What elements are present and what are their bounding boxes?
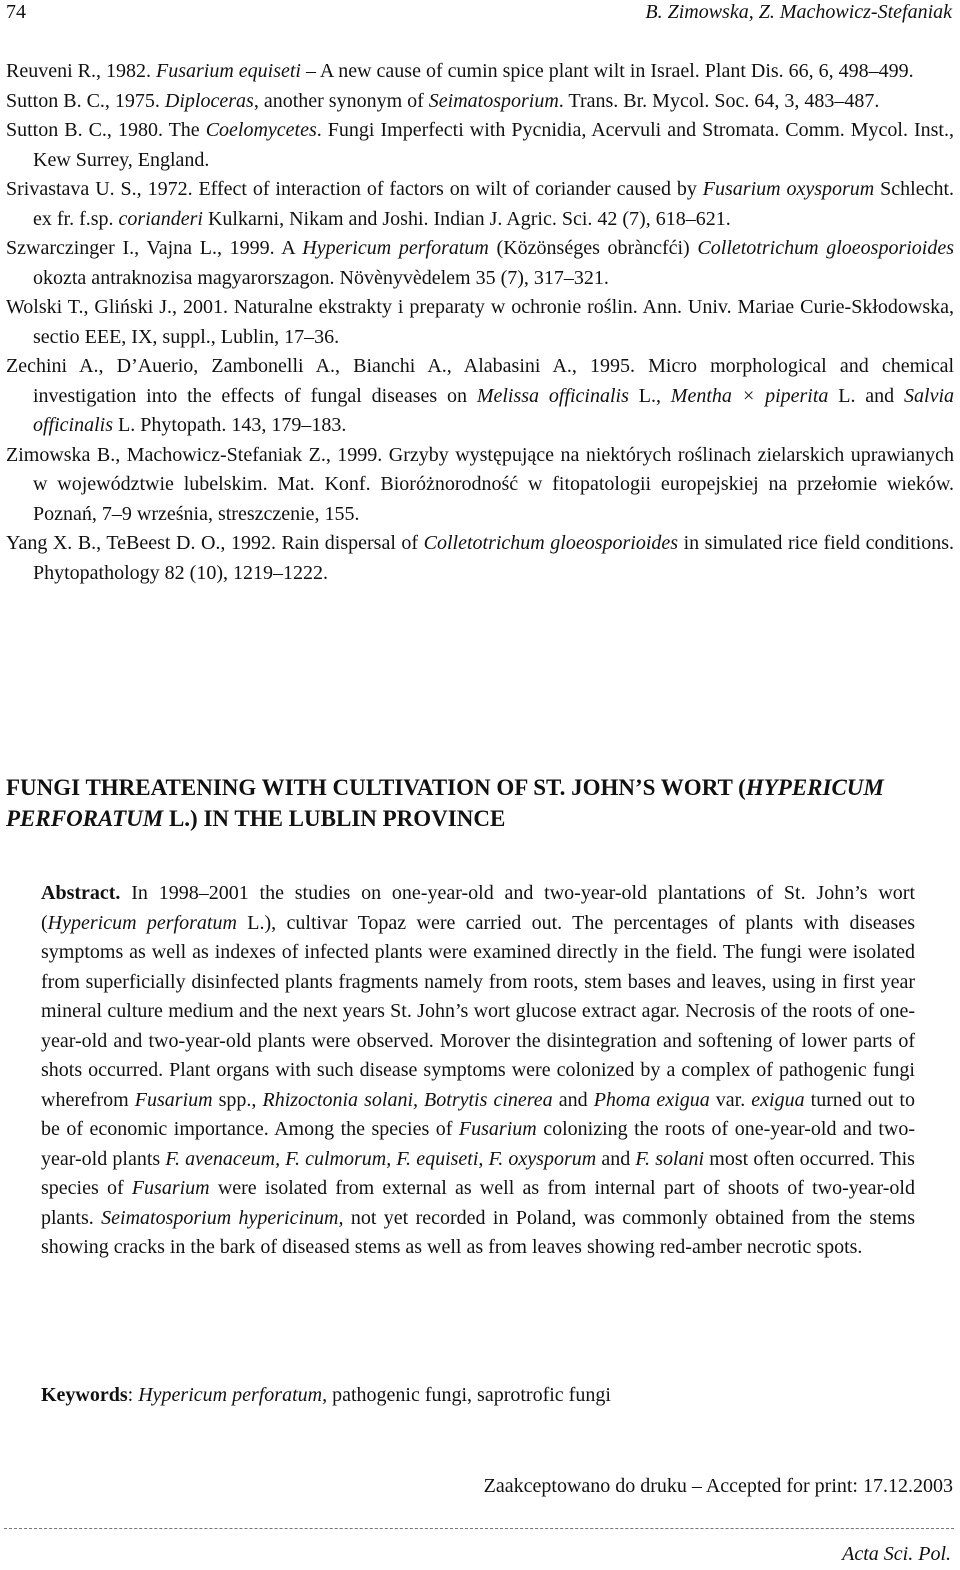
reference-text: Schlecht. ex fr. f.sp. xyxy=(33,178,954,230)
reference-italic: Fusarium oxysporum xyxy=(702,178,875,200)
title-italic: HYPERICUM PERFORATUM xyxy=(6,775,884,831)
abstract-label: Abstract. xyxy=(41,882,121,904)
reference-item xyxy=(6,87,954,117)
reference-italic: Melissa officinalis xyxy=(476,384,629,407)
abstract-text: colonizing the roots of one-year-old and two-year-old plants xyxy=(41,1118,915,1170)
abstract-text: turned out to be of economic importance. Among the species of xyxy=(41,1088,915,1140)
abstract-text: In 1998–2001 the studies on one-year-old and two-year-old plantations of St. John’s wort ( xyxy=(41,882,915,934)
reference-item xyxy=(6,293,954,352)
page-number: 74 xyxy=(6,1,26,23)
keywords-italic: Hypericum perforatum, xyxy=(138,1384,328,1406)
abstract-text: not yet recorded in Poland, was commonly obtained from the stems showing cracks in the bark of diseased stems as well as from leaves showing red-amber necrotic spots. xyxy=(41,1206,915,1258)
reference-item xyxy=(6,57,954,87)
reference-text: Szwarczinger I., Vajna L., 1999. A xyxy=(6,237,303,259)
keywords-label: Keywords xyxy=(41,1384,128,1406)
reference-italic: Salvia officinalis xyxy=(33,384,955,436)
abstract-italic: F. avenaceum, F. culmorum, F. equiseti, F. oxysporum xyxy=(165,1147,597,1170)
abstract-text: var. xyxy=(709,1088,752,1111)
reference-italic: Fusarium equiseti xyxy=(156,60,301,82)
abstract-italic: Rhizoctonia solani, Botrytis cinerea xyxy=(262,1088,553,1111)
page-header xyxy=(6,0,952,28)
reference-text: L. and xyxy=(828,384,905,407)
reference-item xyxy=(6,441,954,530)
reference-list xyxy=(6,57,954,588)
abstract-italic: F. solani xyxy=(635,1147,705,1170)
reference-italic: corianderi xyxy=(118,207,203,230)
reference-italic: Coelomycetes xyxy=(205,119,317,141)
abstract-italic: Fusarium xyxy=(458,1118,537,1140)
reference-text: Sutton B. C., 1980. The xyxy=(6,119,206,141)
reference-italic: Colletotrichum gloeosporioides xyxy=(423,532,679,554)
reference-text: , another synonym of xyxy=(253,89,429,112)
abstract-text: most often occurred. This species of xyxy=(41,1147,915,1199)
reference-text: L. Phytopath. 143, 179–183. xyxy=(113,414,347,436)
reference-text: Sutton B. C., 1975. xyxy=(6,89,165,112)
reference-text: Kulkarni, Nikam and Joshi. Indian J. Agric. Sci. 42 (7), 618–621. xyxy=(202,207,731,230)
reference-italic: Mentha × piperita xyxy=(670,384,829,407)
keywords-separator: : xyxy=(127,1384,139,1406)
reference-text: Reuveni R., 1982. xyxy=(6,60,156,82)
reference-text: . Fungi Imperfecti with Pycnidia, Acervuli and Stromata. Comm. Mycol. Inst., Kew Surrey, England. xyxy=(33,119,954,171)
abstract-italic: Fusarium xyxy=(134,1088,213,1111)
reference-italic: Colletotrichum gloeosporioides xyxy=(697,237,954,259)
reference-text: Zechini A., D’Auerio, Zambonelli A., Bianchi A., Alabasini A., 1995. Micro morphological and chemical investigation into the effects of fungal diseases on xyxy=(6,355,954,407)
reference-item xyxy=(6,529,954,588)
footer-divider xyxy=(4,1528,954,1529)
reference-italic: Hypericum perforatum xyxy=(302,237,489,259)
keywords-text: pathogenic fungi, saprotrofic fungi xyxy=(327,1384,611,1406)
keywords xyxy=(41,1381,915,1411)
abstract-text: spp., xyxy=(212,1088,263,1111)
reference-text: okozta antraknozisa magyarorszagon. Növènyvèdelem 35 (7), 317–321. xyxy=(33,266,609,289)
article-title xyxy=(6,772,931,834)
reference-text: Wolski T., Gliński J., 2001. Naturalne ekstrakty i preparaty w ochronie roślin. Ann. Univ. Mariae Curie-Skłodowska, sectio EEE, IX, suppl., Lublin, 17–36. xyxy=(6,296,954,348)
reference-text: Yang X. B., TeBeest D. O., 1992. Rain dispersal of xyxy=(6,532,424,554)
title-text: FUNGI THREATENING WITH CULTIVATION OF ST. JOHN’S WORT ( xyxy=(6,775,746,800)
reference-text: L., xyxy=(628,384,671,407)
abstract xyxy=(41,879,915,1263)
abstract-italic: Phoma exigua xyxy=(593,1088,710,1111)
reference-text: . Trans. Br. Mycol. Soc. 64, 3, 483–487. xyxy=(558,89,880,112)
abstract-text: and xyxy=(552,1088,594,1111)
reference-item xyxy=(6,352,954,441)
abstract-text: were isolated from external as well as from internal part of shoots of two-year-old plants. xyxy=(41,1177,915,1229)
reference-italic: Seimatosporium xyxy=(428,89,559,112)
title-text: L.) IN THE LUBLIN PROVINCE xyxy=(163,806,506,831)
reference-item xyxy=(6,234,954,293)
reference-item xyxy=(6,175,954,234)
abstract-italic: Seimatosporium hypericinum, xyxy=(101,1206,344,1229)
abstract-italic: Hypericum perforatum xyxy=(47,911,237,934)
reference-text: in simulated rice field conditions. Phytopathology 82 (10), 1219–1222. xyxy=(33,532,954,584)
abstract-italic: exigua xyxy=(751,1088,805,1111)
abstract-italic: Fusarium xyxy=(131,1177,210,1199)
accepted-date: Zaakceptowano do druku – Accepted for print: 17.12.2003 xyxy=(483,1475,953,1497)
reference-italic: Diploceras xyxy=(164,89,254,112)
reference-text: Srivastava U. S., 1972. Effect of interaction of factors on wilt of coriander caused by xyxy=(6,178,703,200)
abstract-text: L.), cultivar Topaz were carried out. The percentages of plants with diseases symptoms as well as indexes of infected plants were examined directly in the field. The fungi were isolated from superficially disinfected plants fragments namely from roots, stem bases and leaves, using in first year mineral culture medium and the next years St. John’s wort glucose extract agar. Necrosis of the roots of one-year-old and two-year-old plants were observed. Morover the disintegration and softening of lower parts of shots occurred. Plant organs with such disease symptoms were colonized by a complex of pathogenic fungi wherefrom xyxy=(41,911,916,1111)
running-title: B. Zimowska, Z. Machowicz-Stefaniak xyxy=(645,1,952,23)
reference-item xyxy=(6,116,954,175)
abstract-text: and xyxy=(596,1147,636,1170)
reference-text: (Közönséges obràncfći) xyxy=(488,237,698,259)
reference-text: – A new cause of cumin spice plant wilt in Israel. Plant Dis. 66, 6, 498–499. xyxy=(301,60,914,82)
reference-text: Zimowska B., Machowicz-Stefaniak Z., 1999. Grzyby występujące na niektórych roślinach zielarskich uprawianych w województwie lubelskim. Mat. Konf. Bioróżnorodność w fitopatologii europejskiej na przełomie wieków. Poznań, 7–9 września, streszczenie, 155. xyxy=(6,443,954,525)
journal-name: Acta Sci. Pol. xyxy=(842,1543,951,1565)
